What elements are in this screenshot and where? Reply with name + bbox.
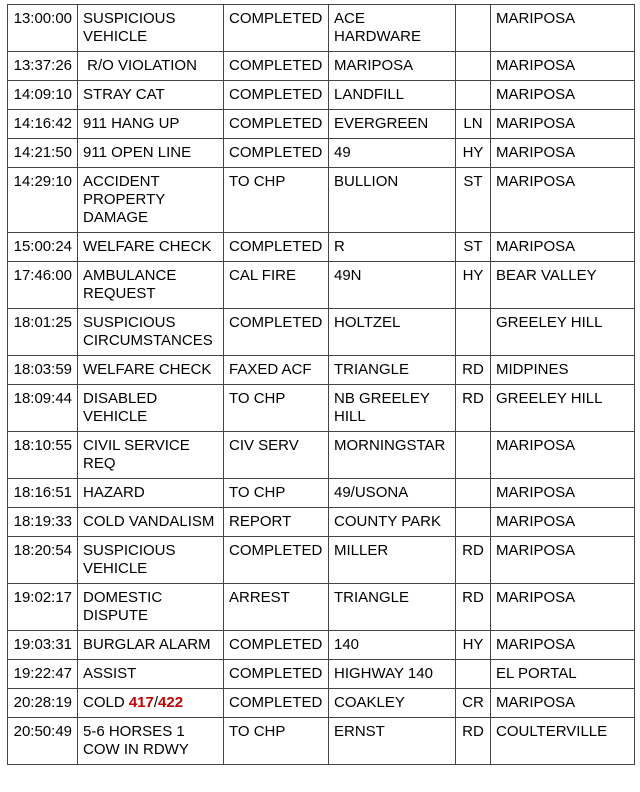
- street-cell: TRIANGLE: [329, 356, 456, 385]
- city-cell: MARIPOSA: [491, 432, 635, 479]
- call-type-cell: CIVIL SERVICE REQ: [78, 432, 224, 479]
- disposition-cell: TO CHP: [224, 168, 329, 233]
- table-row: [8, 110, 635, 139]
- time-cell: 18:20:54: [8, 537, 78, 584]
- disposition-cell: ARREST: [224, 584, 329, 631]
- disposition-cell: COMPLETED: [224, 139, 329, 168]
- city-cell: MARIPOSA: [491, 52, 635, 81]
- street-suffix-cell: [456, 660, 491, 689]
- table-row: [8, 139, 635, 168]
- call-type-cell: 911 OPEN LINE: [78, 139, 224, 168]
- call-type-cell: [78, 689, 224, 718]
- street-suffix-cell: LN: [456, 110, 491, 139]
- disposition-cell: TO CHP: [224, 479, 329, 508]
- call-type-cell: SUSPICIOUS CIRCUMSTANCES: [78, 309, 224, 356]
- table-row: [8, 631, 635, 660]
- time-cell: 20:28:19: [8, 689, 78, 718]
- time-cell: 13:37:26: [8, 52, 78, 81]
- street-suffix-cell: [456, 309, 491, 356]
- city-cell: MARIPOSA: [491, 508, 635, 537]
- street-suffix-cell: [456, 508, 491, 537]
- disposition-cell: CAL FIRE: [224, 262, 329, 309]
- time-cell: 14:21:50: [8, 139, 78, 168]
- call-type-prefix: COLD: [83, 694, 129, 711]
- city-cell: MARIPOSA: [491, 631, 635, 660]
- disposition-cell: TO CHP: [224, 385, 329, 432]
- table-row: [8, 584, 635, 631]
- city-cell: MARIPOSA: [491, 110, 635, 139]
- city-cell: MARIPOSA: [491, 5, 635, 52]
- call-type-cell: SUSPICIOUS VEHICLE: [78, 537, 224, 584]
- table-row: [8, 168, 635, 233]
- time-cell: 18:19:33: [8, 508, 78, 537]
- disposition-cell: COMPLETED: [224, 309, 329, 356]
- city-cell: MARIPOSA: [491, 168, 635, 233]
- call-type-cell: DISABLED VEHICLE: [78, 385, 224, 432]
- time-cell: 14:09:10: [8, 81, 78, 110]
- time-cell: 14:16:42: [8, 110, 78, 139]
- table-row: [8, 81, 635, 110]
- call-type-cell: WELFARE CHECK: [78, 233, 224, 262]
- street-cell: 49: [329, 139, 456, 168]
- street-suffix-cell: HY: [456, 262, 491, 309]
- table-row: [8, 5, 635, 52]
- city-cell: MARIPOSA: [491, 139, 635, 168]
- table-row: [8, 385, 635, 432]
- table-row: [8, 309, 635, 356]
- time-cell: 13:00:00: [8, 5, 78, 52]
- street-suffix-cell: ST: [456, 233, 491, 262]
- street-suffix-cell: ST: [456, 168, 491, 233]
- street-suffix-cell: [456, 52, 491, 81]
- street-suffix-cell: RD: [456, 537, 491, 584]
- time-cell: 19:03:31: [8, 631, 78, 660]
- street-suffix-cell: HY: [456, 139, 491, 168]
- time-cell: 20:50:49: [8, 718, 78, 765]
- city-cell: MARIPOSA: [491, 233, 635, 262]
- street-cell: 49N: [329, 262, 456, 309]
- time-cell: 18:09:44: [8, 385, 78, 432]
- time-cell: 18:10:55: [8, 432, 78, 479]
- street-cell: 49/USONA: [329, 479, 456, 508]
- disposition-cell: REPORT: [224, 508, 329, 537]
- street-cell: R: [329, 233, 456, 262]
- penal-code-417: 417: [128, 694, 154, 711]
- disposition-cell: COMPLETED: [224, 631, 329, 660]
- table-row: [8, 718, 635, 765]
- table-row: [8, 356, 635, 385]
- street-suffix-cell: [456, 432, 491, 479]
- street-cell: LANDFILL: [329, 81, 456, 110]
- table-row: [8, 689, 635, 718]
- call-type-cell: STRAY CAT: [78, 81, 224, 110]
- table-row: [8, 262, 635, 309]
- street-cell: HOLTZEL: [329, 309, 456, 356]
- penal-code-422: 422: [158, 694, 184, 711]
- call-log-table: [7, 4, 635, 765]
- time-cell: 19:22:47: [8, 660, 78, 689]
- time-cell: 18:01:25: [8, 309, 78, 356]
- street-cell: NB GREELEY HILL: [329, 385, 456, 432]
- call-type-cell: ASSIST: [78, 660, 224, 689]
- call-type-cell: COLD VANDALISM: [78, 508, 224, 537]
- street-cell: MARIPOSA: [329, 52, 456, 81]
- disposition-cell: COMPLETED: [224, 660, 329, 689]
- city-cell: GREELEY HILL: [491, 385, 635, 432]
- city-cell: MARIPOSA: [491, 479, 635, 508]
- city-cell: BEAR VALLEY: [491, 262, 635, 309]
- time-cell: 15:00:24: [8, 233, 78, 262]
- street-suffix-cell: [456, 5, 491, 52]
- street-cell: ERNST: [329, 718, 456, 765]
- table-row: [8, 508, 635, 537]
- street-suffix-cell: HY: [456, 631, 491, 660]
- disposition-cell: COMPLETED: [224, 110, 329, 139]
- street-suffix-cell: RD: [456, 584, 491, 631]
- street-suffix-cell: [456, 479, 491, 508]
- table-row: [8, 432, 635, 479]
- street-suffix-cell: RD: [456, 718, 491, 765]
- disposition-cell: FAXED ACF: [224, 356, 329, 385]
- disposition-cell: COMPLETED: [224, 233, 329, 262]
- city-cell: EL PORTAL: [491, 660, 635, 689]
- disposition-cell: TO CHP: [224, 718, 329, 765]
- disposition-cell: COMPLETED: [224, 689, 329, 718]
- call-type-cell: HAZARD: [78, 479, 224, 508]
- time-cell: 18:03:59: [8, 356, 78, 385]
- time-cell: 17:46:00: [8, 262, 78, 309]
- penal-code-separator: /: [153, 694, 159, 711]
- city-cell: MARIPOSA: [491, 81, 635, 110]
- call-type-cell: 5-6 HORSES 1 COW IN RDWY: [78, 718, 224, 765]
- city-cell: MIDPINES: [491, 356, 635, 385]
- call-type-cell: R/O VIOLATION: [78, 52, 224, 81]
- city-cell: MARIPOSA: [491, 584, 635, 631]
- street-cell: 140: [329, 631, 456, 660]
- table-row: [8, 52, 635, 81]
- call-type-cell: WELFARE CHECK: [78, 356, 224, 385]
- disposition-cell: COMPLETED: [224, 5, 329, 52]
- table-row: [8, 660, 635, 689]
- street-cell: EVERGREEN: [329, 110, 456, 139]
- call-type-cell: 911 HANG UP: [78, 110, 224, 139]
- call-type-cell: ACCIDENT PROPERTY DAMAGE: [78, 168, 224, 233]
- disposition-cell: CIV SERV: [224, 432, 329, 479]
- time-cell: 18:16:51: [8, 479, 78, 508]
- city-cell: COULTERVILLE: [491, 718, 635, 765]
- city-cell: GREELEY HILL: [491, 309, 635, 356]
- street-cell: COUNTY PARK: [329, 508, 456, 537]
- disposition-cell: COMPLETED: [224, 537, 329, 584]
- street-suffix-cell: RD: [456, 385, 491, 432]
- time-cell: 14:29:10: [8, 168, 78, 233]
- street-cell: COAKLEY: [329, 689, 456, 718]
- street-cell: MORNINGSTAR: [329, 432, 456, 479]
- disposition-cell: COMPLETED: [224, 81, 329, 110]
- street-suffix-cell: CR: [456, 689, 491, 718]
- city-cell: MARIPOSA: [491, 689, 635, 718]
- table-row: [8, 537, 635, 584]
- street-cell: BULLION: [329, 168, 456, 233]
- street-suffix-cell: RD: [456, 356, 491, 385]
- street-cell: MILLER: [329, 537, 456, 584]
- street-cell: ACE HARDWARE: [329, 5, 456, 52]
- call-type-cell: DOMESTIC DISPUTE: [78, 584, 224, 631]
- table-row: [8, 233, 635, 262]
- disposition-cell: COMPLETED: [224, 52, 329, 81]
- time-cell: 19:02:17: [8, 584, 78, 631]
- street-cell: TRIANGLE: [329, 584, 456, 631]
- call-type-cell: AMBULANCE REQUEST: [78, 262, 224, 309]
- city-cell: MARIPOSA: [491, 537, 635, 584]
- street-suffix-cell: [456, 81, 491, 110]
- table-row: [8, 479, 635, 508]
- call-type-cell: SUSPICIOUS VEHICLE: [78, 5, 224, 52]
- call-type-cell: BURGLAR ALARM: [78, 631, 224, 660]
- street-cell: HIGHWAY 140: [329, 660, 456, 689]
